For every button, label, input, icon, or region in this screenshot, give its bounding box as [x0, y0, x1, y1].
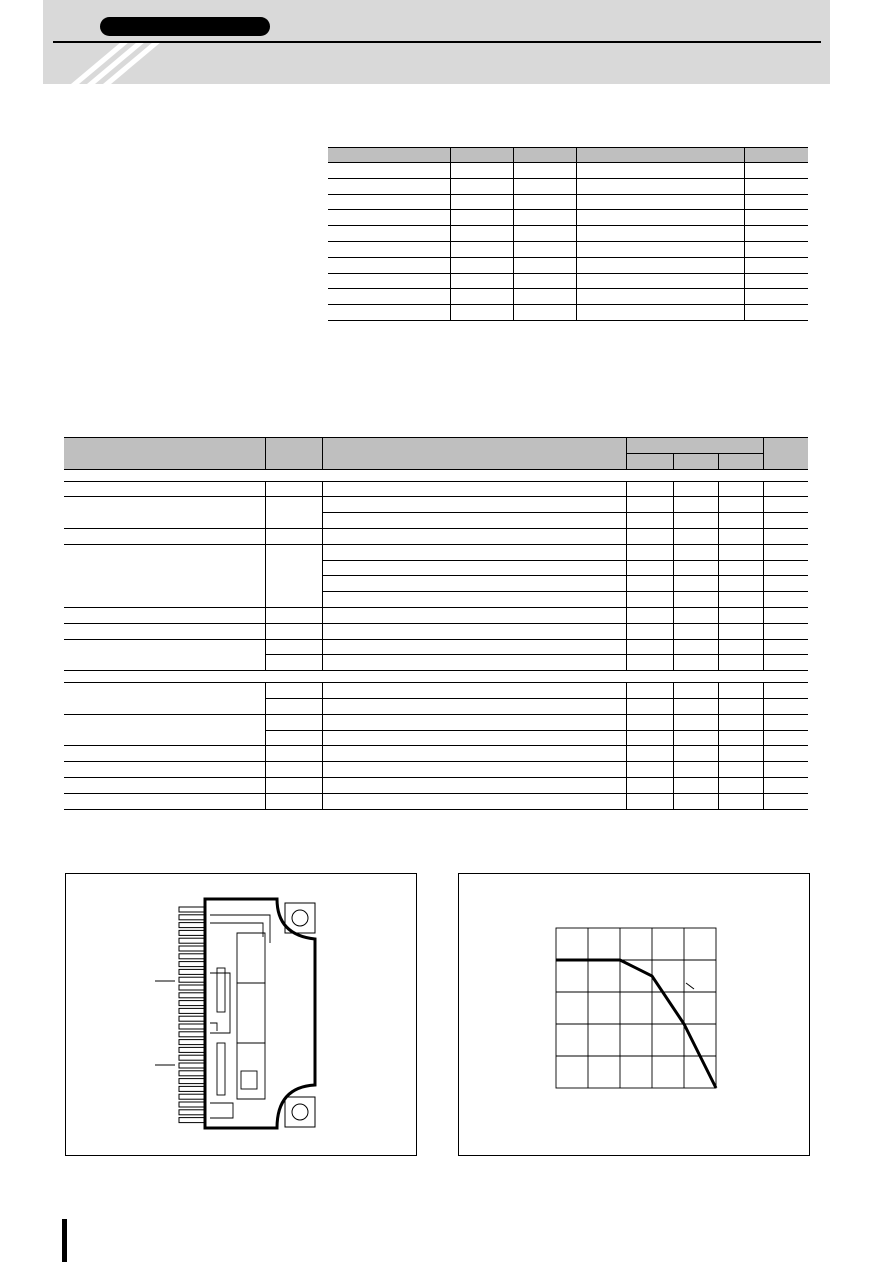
- package-pin: [179, 977, 205, 982]
- table-row: [328, 178, 808, 194]
- package-pin: [179, 993, 205, 998]
- package-pin: [179, 1102, 205, 1107]
- table-row: [328, 273, 808, 289]
- table-row: [328, 257, 808, 273]
- table-row: [64, 623, 808, 639]
- table-row: [64, 683, 808, 699]
- table-row: [64, 528, 808, 544]
- table-row: [64, 497, 808, 513]
- table-row: [328, 305, 808, 321]
- table-row: [328, 163, 808, 179]
- package-pin: [179, 1001, 205, 1006]
- table-row: [64, 481, 808, 497]
- package-pin: [179, 1008, 205, 1013]
- package-pin: [179, 1047, 205, 1052]
- header-pill: [100, 17, 270, 36]
- section-row: [64, 469, 808, 481]
- table-row: [64, 777, 808, 793]
- table-row: [64, 607, 808, 623]
- package-pin: [179, 1071, 205, 1076]
- package-pin: [179, 1024, 205, 1029]
- package-pin: [179, 1063, 205, 1068]
- chart-plot-area: [556, 928, 716, 1088]
- package-pin: [179, 954, 205, 959]
- table-row: [328, 241, 808, 257]
- package-pin: [179, 985, 205, 990]
- package-pins: [179, 907, 205, 1123]
- package-pin: [179, 907, 205, 912]
- package-outline-diagram: [65, 873, 417, 1156]
- package-pin: [179, 1055, 205, 1060]
- package-pin: [179, 1094, 205, 1099]
- package-pin: [179, 1110, 205, 1115]
- derating-chart: [458, 873, 810, 1156]
- header-rule: [53, 41, 821, 43]
- table-row: [64, 714, 808, 730]
- table-header-row: [328, 148, 808, 163]
- table-row: [328, 194, 808, 210]
- package-pin: [179, 1118, 205, 1123]
- ratings-table: [328, 147, 808, 321]
- package-pin: [179, 946, 205, 951]
- package-pin: [179, 1016, 205, 1021]
- table-header-row: [64, 438, 808, 454]
- section-row: [64, 671, 808, 683]
- table-row: [64, 544, 808, 560]
- package-pin: [179, 1032, 205, 1037]
- table-row: [328, 210, 808, 226]
- package-pin: [179, 930, 205, 935]
- header-band: [43, 0, 830, 84]
- table-row: [64, 793, 808, 809]
- page-edge-marker: [62, 1219, 67, 1262]
- package-pin: [179, 1040, 205, 1045]
- table-row: [328, 226, 808, 242]
- package-pin: [179, 938, 205, 943]
- chart-grid: [556, 928, 716, 1088]
- package-pin: [179, 915, 205, 920]
- table-row: [64, 762, 808, 778]
- package-pin: [179, 969, 205, 974]
- package-pin: [179, 1086, 205, 1091]
- characteristics-table: [64, 437, 808, 810]
- table-row: [328, 289, 808, 305]
- package-pin: [179, 1079, 205, 1084]
- package-pin: [179, 923, 205, 928]
- table-row: [64, 639, 808, 655]
- package-pin: [179, 962, 205, 967]
- table-row: [64, 746, 808, 762]
